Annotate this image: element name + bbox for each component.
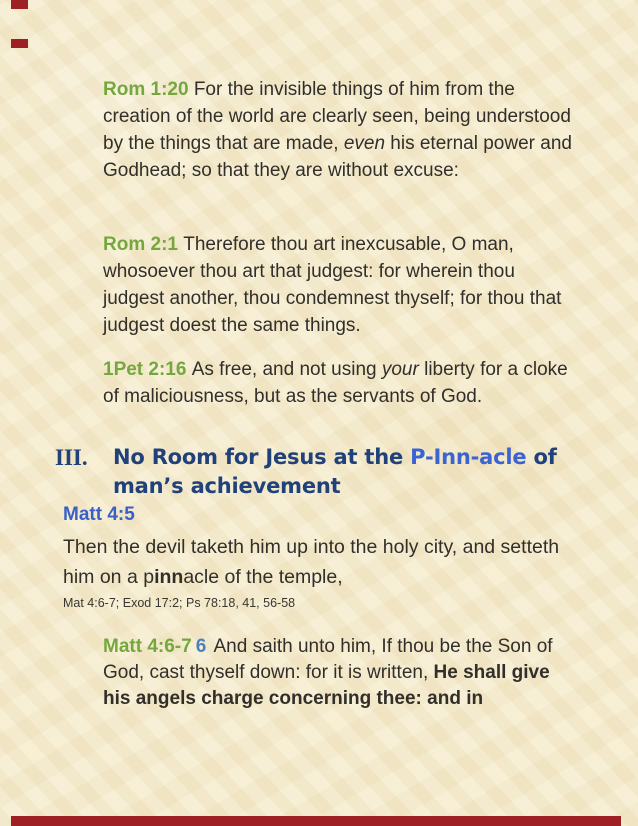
red-accent-mark-top-2 [11, 39, 28, 48]
text-segment: 1Pet 2:16 [103, 359, 192, 380]
text-segment: his eternal power and Godhead; so that they are without excuse: [103, 133, 578, 181]
text-segment: No Room for Jesus at the [113, 445, 411, 469]
section-title [113, 443, 565, 501]
verse-matt-4-6-7 [103, 634, 581, 712]
text-segment: As free, and not using [191, 359, 382, 380]
text-segment: your [381, 359, 419, 380]
text-segment: He shall give his angels charge concerning thee: and in [103, 662, 555, 709]
ref-matt-4-5: Matt 4:5 [63, 504, 135, 525]
red-accent-mark-top-1 [11, 0, 28, 9]
text-segment: Then the devil taketh him up into the holy city, and setteth him on a p [63, 536, 565, 588]
text-segment: even [343, 133, 386, 154]
text-segment: acle of the temple, [183, 566, 343, 588]
text-segment: And saith unto him, If thou be the Son of God, cast thyself down: for it is written, [103, 636, 558, 683]
cross-references: Mat 4:6-7; Exod 17:2; Ps 78:18, 41, 56-58 [63, 596, 296, 610]
section-numeral: III. [55, 445, 88, 470]
text-segment: Rom 2:1 [103, 234, 184, 255]
verse-rom-1-20 [103, 76, 578, 184]
text-segment: of man’s achievement [113, 445, 564, 498]
text-segment: Matt 4:6-7 [103, 636, 192, 657]
matt-4-5-text [63, 532, 579, 592]
text-segment: Rom 1:20 [103, 79, 194, 100]
text-segment: 6 [195, 636, 207, 657]
verse-rom-2-1 [103, 231, 575, 339]
text-segment: For the invisible things of him from the creation of the world are clearly seen, being understood by the things that are made, [103, 79, 577, 154]
text-segment: Therefore thou art inexcusable, O man, whosoever thou art that judgest: for wherein thou judgest another, thou condemnest thyself; for thou that judgest doest the same things. [103, 234, 567, 336]
text-segment: P-Inn-acle [410, 445, 527, 469]
red-accent-bar-bottom [11, 816, 621, 826]
verse-1pet-2-16 [103, 356, 575, 410]
section-heading [55, 443, 575, 501]
text-segment: inn [154, 566, 184, 588]
text-segment: liberty for a cloke of maliciousness, but as the servants of God. [103, 359, 574, 407]
